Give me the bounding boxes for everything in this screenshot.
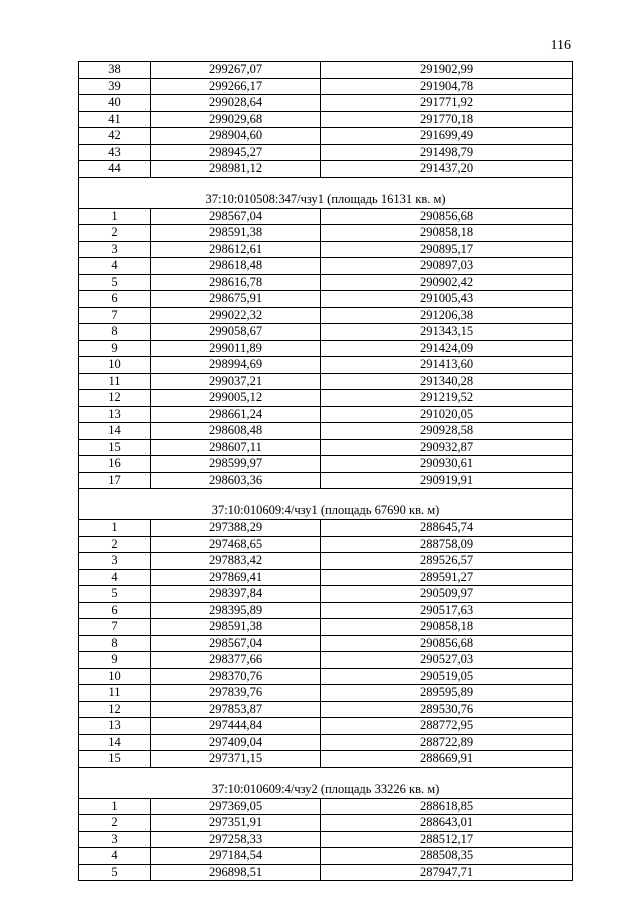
y-coordinate-cell: 290902,42 (321, 274, 573, 291)
x-coordinate-cell: 297869,41 (151, 569, 321, 586)
point-number-cell: 8 (79, 635, 151, 652)
table-row (79, 751, 573, 768)
x-coordinate-cell: 297883,42 (151, 553, 321, 570)
point-number-cell: 3 (79, 831, 151, 848)
table-row (79, 340, 573, 357)
x-coordinate-cell: 298599,97 (151, 456, 321, 473)
y-coordinate-cell: 288758,09 (321, 536, 573, 553)
section-caption-row (79, 489, 573, 520)
x-coordinate-cell: 298675,91 (151, 291, 321, 308)
x-coordinate-cell: 299028,64 (151, 95, 321, 112)
section-caption: 37:10:010609:4/чзу1 (площадь 67690 кв. м) (79, 489, 573, 520)
x-coordinate-cell: 299022,32 (151, 307, 321, 324)
point-number-cell: 11 (79, 685, 151, 702)
x-coordinate-cell: 297468,65 (151, 536, 321, 553)
table-row (79, 390, 573, 407)
table-row (79, 456, 573, 473)
section-caption: 37:10:010609:4/чзу2 (площадь 33226 кв. м) (79, 767, 573, 798)
x-coordinate-cell: 298591,38 (151, 619, 321, 636)
point-number-cell: 13 (79, 718, 151, 735)
y-coordinate-cell: 290509,97 (321, 586, 573, 603)
y-coordinate-cell: 288512,17 (321, 831, 573, 848)
table-row (79, 553, 573, 570)
y-coordinate-cell: 290856,68 (321, 635, 573, 652)
point-number-cell: 43 (79, 144, 151, 161)
y-coordinate-cell: 291902,99 (321, 62, 573, 79)
y-coordinate-cell: 288618,85 (321, 798, 573, 815)
x-coordinate-cell: 298608,48 (151, 423, 321, 440)
x-coordinate-cell: 298567,04 (151, 635, 321, 652)
point-number-cell: 8 (79, 324, 151, 341)
section-caption-row (79, 177, 573, 208)
page-number: 116 (550, 38, 571, 53)
table-row (79, 798, 573, 815)
x-coordinate-cell: 298661,24 (151, 406, 321, 423)
table-row (79, 291, 573, 308)
x-coordinate-cell: 298612,61 (151, 241, 321, 258)
point-number-cell: 38 (79, 62, 151, 79)
point-number-cell: 2 (79, 536, 151, 553)
y-coordinate-cell: 291206,38 (321, 307, 573, 324)
x-coordinate-cell: 297371,15 (151, 751, 321, 768)
y-coordinate-cell: 290856,68 (321, 208, 573, 225)
x-coordinate-cell: 297184,54 (151, 848, 321, 865)
x-coordinate-cell: 298607,11 (151, 439, 321, 456)
table-row (79, 95, 573, 112)
y-coordinate-cell: 291498,79 (321, 144, 573, 161)
table-row (79, 520, 573, 537)
x-coordinate-cell: 297258,33 (151, 831, 321, 848)
y-coordinate-cell: 288643,01 (321, 815, 573, 832)
x-coordinate-cell: 298397,84 (151, 586, 321, 603)
point-number-cell: 6 (79, 291, 151, 308)
point-number-cell: 9 (79, 340, 151, 357)
point-number-cell: 11 (79, 373, 151, 390)
x-coordinate-cell: 296898,51 (151, 864, 321, 881)
table-row (79, 307, 573, 324)
y-coordinate-cell: 290517,63 (321, 602, 573, 619)
x-coordinate-cell: 297444,84 (151, 718, 321, 735)
point-number-cell: 2 (79, 225, 151, 242)
point-number-cell: 14 (79, 734, 151, 751)
y-coordinate-cell: 287947,71 (321, 864, 573, 881)
point-number-cell: 3 (79, 553, 151, 570)
point-number-cell: 12 (79, 701, 151, 718)
table-row (79, 602, 573, 619)
y-coordinate-cell: 289595,89 (321, 685, 573, 702)
point-number-cell: 3 (79, 241, 151, 258)
point-number-cell: 4 (79, 848, 151, 865)
table-row (79, 848, 573, 865)
x-coordinate-cell: 298591,38 (151, 225, 321, 242)
table-row (79, 111, 573, 128)
point-number-cell: 14 (79, 423, 151, 440)
table-row (79, 685, 573, 702)
table-row (79, 78, 573, 95)
section-caption-row (79, 767, 573, 798)
point-number-cell: 7 (79, 619, 151, 636)
y-coordinate-cell: 288772,95 (321, 718, 573, 735)
y-coordinate-cell: 290930,61 (321, 456, 573, 473)
y-coordinate-cell: 288722,89 (321, 734, 573, 751)
y-coordinate-cell: 291413,60 (321, 357, 573, 374)
point-number-cell: 5 (79, 864, 151, 881)
y-coordinate-cell: 290932,87 (321, 439, 573, 456)
x-coordinate-cell: 298994,69 (151, 357, 321, 374)
table-row (79, 406, 573, 423)
y-coordinate-cell: 291699,49 (321, 128, 573, 145)
table-row (79, 586, 573, 603)
point-number-cell: 13 (79, 406, 151, 423)
x-coordinate-cell: 298567,04 (151, 208, 321, 225)
point-number-cell: 41 (79, 111, 151, 128)
table-row (79, 225, 573, 242)
x-coordinate-cell: 298904,60 (151, 128, 321, 145)
point-number-cell: 17 (79, 472, 151, 489)
y-coordinate-cell: 290895,17 (321, 241, 573, 258)
y-coordinate-cell: 290527,03 (321, 652, 573, 669)
table-row (79, 258, 573, 275)
x-coordinate-cell: 298945,27 (151, 144, 321, 161)
table-row (79, 864, 573, 881)
x-coordinate-cell: 299058,67 (151, 324, 321, 341)
table-row (79, 536, 573, 553)
y-coordinate-cell: 290519,05 (321, 668, 573, 685)
table-row (79, 373, 573, 390)
point-number-cell: 4 (79, 569, 151, 586)
table-row (79, 668, 573, 685)
x-coordinate-cell: 298603,36 (151, 472, 321, 489)
table-row (79, 208, 573, 225)
y-coordinate-cell: 290919,91 (321, 472, 573, 489)
point-number-cell: 5 (79, 274, 151, 291)
point-number-cell: 39 (79, 78, 151, 95)
y-coordinate-cell: 291343,15 (321, 324, 573, 341)
point-number-cell: 4 (79, 258, 151, 275)
table-row (79, 652, 573, 669)
point-number-cell: 7 (79, 307, 151, 324)
x-coordinate-cell: 297369,05 (151, 798, 321, 815)
table-row (79, 831, 573, 848)
point-number-cell: 10 (79, 357, 151, 374)
table-row (79, 718, 573, 735)
point-number-cell: 6 (79, 602, 151, 619)
point-number-cell: 16 (79, 456, 151, 473)
table-row (79, 439, 573, 456)
table-row (79, 241, 573, 258)
section-caption: 37:10:010508:347/чзу1 (площадь 16131 кв. м) (79, 177, 573, 208)
table-row (79, 128, 573, 145)
y-coordinate-cell: 291424,09 (321, 340, 573, 357)
table-row (79, 274, 573, 291)
x-coordinate-cell: 299266,17 (151, 78, 321, 95)
x-coordinate-cell: 298618,48 (151, 258, 321, 275)
table-row (79, 635, 573, 652)
coordinates-table-body (79, 62, 573, 881)
y-coordinate-cell: 291904,78 (321, 78, 573, 95)
x-coordinate-cell: 299267,07 (151, 62, 321, 79)
y-coordinate-cell: 291340,28 (321, 373, 573, 390)
point-number-cell: 2 (79, 815, 151, 832)
table-row (79, 423, 573, 440)
point-number-cell: 5 (79, 586, 151, 603)
y-coordinate-cell: 288645,74 (321, 520, 573, 537)
x-coordinate-cell: 297388,29 (151, 520, 321, 537)
table-row (79, 62, 573, 79)
y-coordinate-cell: 291005,43 (321, 291, 573, 308)
y-coordinate-cell: 290858,18 (321, 225, 573, 242)
coordinates-table (78, 61, 573, 881)
x-coordinate-cell: 298395,89 (151, 602, 321, 619)
table-row (79, 472, 573, 489)
point-number-cell: 15 (79, 751, 151, 768)
point-number-cell: 40 (79, 95, 151, 112)
table-row (79, 357, 573, 374)
x-coordinate-cell: 299005,12 (151, 390, 321, 407)
x-coordinate-cell: 297839,76 (151, 685, 321, 702)
x-coordinate-cell: 299029,68 (151, 111, 321, 128)
y-coordinate-cell: 290897,03 (321, 258, 573, 275)
x-coordinate-cell: 297409,04 (151, 734, 321, 751)
x-coordinate-cell: 297351,91 (151, 815, 321, 832)
y-coordinate-cell: 289530,76 (321, 701, 573, 718)
x-coordinate-cell: 298377,66 (151, 652, 321, 669)
y-coordinate-cell: 288669,91 (321, 751, 573, 768)
x-coordinate-cell: 298981,12 (151, 161, 321, 178)
table-row (79, 815, 573, 832)
x-coordinate-cell: 298616,78 (151, 274, 321, 291)
x-coordinate-cell: 299011,89 (151, 340, 321, 357)
y-coordinate-cell: 291219,52 (321, 390, 573, 407)
point-number-cell: 15 (79, 439, 151, 456)
y-coordinate-cell: 290928,58 (321, 423, 573, 440)
table-row (79, 324, 573, 341)
y-coordinate-cell: 290858,18 (321, 619, 573, 636)
table-row (79, 701, 573, 718)
table-row (79, 569, 573, 586)
y-coordinate-cell: 288508,35 (321, 848, 573, 865)
point-number-cell: 42 (79, 128, 151, 145)
y-coordinate-cell: 289591,27 (321, 569, 573, 586)
point-number-cell: 1 (79, 208, 151, 225)
table-row (79, 144, 573, 161)
table-row (79, 619, 573, 636)
y-coordinate-cell: 291771,92 (321, 95, 573, 112)
y-coordinate-cell: 291020,05 (321, 406, 573, 423)
point-number-cell: 10 (79, 668, 151, 685)
x-coordinate-cell: 297853,87 (151, 701, 321, 718)
point-number-cell: 9 (79, 652, 151, 669)
point-number-cell: 1 (79, 520, 151, 537)
y-coordinate-cell: 291770,18 (321, 111, 573, 128)
table-row (79, 161, 573, 178)
x-coordinate-cell: 298370,76 (151, 668, 321, 685)
table-row (79, 734, 573, 751)
point-number-cell: 12 (79, 390, 151, 407)
point-number-cell: 44 (79, 161, 151, 178)
point-number-cell: 1 (79, 798, 151, 815)
y-coordinate-cell: 289526,57 (321, 553, 573, 570)
x-coordinate-cell: 299037,21 (151, 373, 321, 390)
y-coordinate-cell: 291437,20 (321, 161, 573, 178)
